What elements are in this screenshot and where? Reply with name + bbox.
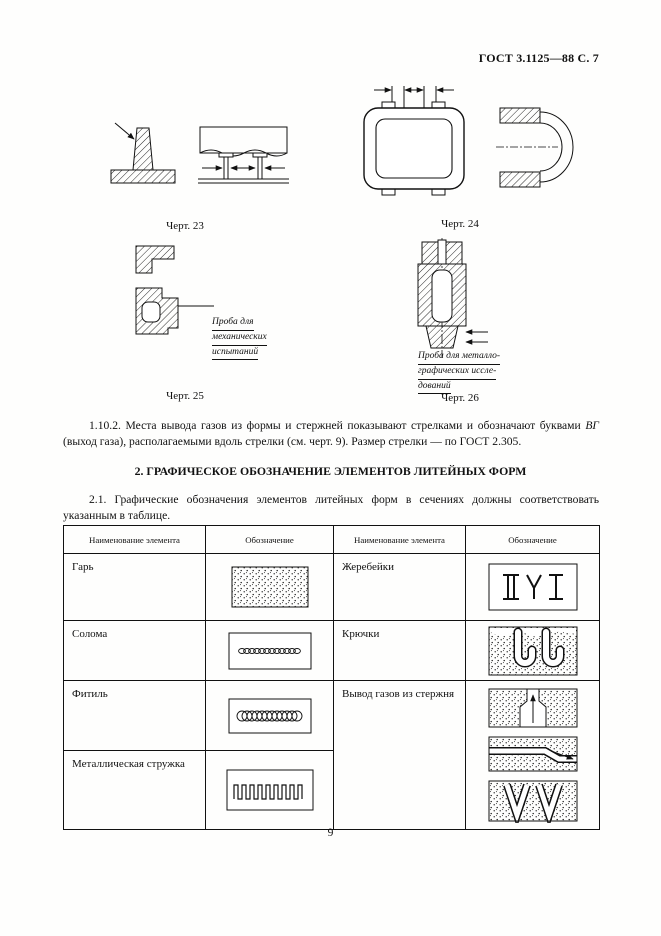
col-header-name-left: Наименование элемента (64, 526, 206, 554)
p1102-lead: 1.10.2. Места вывода газов из формы и стержней показывают стрелками и обозначают буквами (89, 419, 586, 432)
symbol-cell (206, 681, 334, 751)
p1102-term: ВГ (585, 419, 599, 432)
kryuchki-symbol (488, 626, 578, 676)
struzhka-symbol (226, 769, 314, 811)
fig25-caption: Черт. 25 (166, 390, 204, 402)
fig23-drawing-left (103, 118, 183, 188)
element-name-fitil: Фитиль (64, 681, 206, 751)
section-2-title: 2. ГРАФИЧЕСКОЕ ОБОЗНАЧЕНИЕ ЭЛЕМЕНТОВ ЛИТЕЙНЫХ ФОРМ (134, 464, 527, 478)
fig23-caption: Черт. 23 (166, 220, 204, 232)
col-header-name-right: Наименование элемента (334, 526, 466, 554)
symbol-cell (466, 621, 600, 681)
element-name-zherebeyki: Жеребейки (334, 554, 466, 621)
fig24-drawing-frame (352, 80, 477, 205)
page-header: ГОСТ 3.1125—88 С. 7 (478, 51, 599, 65)
table-row (64, 554, 600, 621)
col-header-symbol-right: Обозначение (466, 526, 600, 554)
symbol-cell (206, 554, 334, 621)
p1102-rest: (выход газа), располагаемыми вдоль стрелки (см. черт. 9). Размер стрелки — по ГОСТ 2.305. (63, 434, 522, 448)
vyvod-gazov-symbol-top (487, 687, 579, 729)
table-row (64, 681, 600, 751)
element-name-vyvod-gazov: Вывод газов из стержня (334, 681, 466, 830)
gar-symbol (231, 566, 309, 608)
symbol-cell (466, 681, 600, 830)
fig25-drawing (122, 240, 217, 355)
symbol-cell (466, 554, 600, 621)
fig24-caption: Черт. 24 (441, 218, 479, 230)
fig26-drawing (392, 236, 492, 366)
element-name-gar: Гарь (64, 554, 206, 621)
paragraph-1-10-2 (63, 418, 599, 449)
symbol-cell (206, 621, 334, 681)
fig23-drawing-right (196, 123, 291, 189)
fig25-label: Проба для механических испытаний (212, 316, 267, 360)
page-number: 9 (327, 827, 334, 839)
col-header-symbol-left: Обозначение (206, 526, 334, 554)
soloma-symbol (228, 632, 312, 670)
zherebeyki-symbol (488, 563, 578, 611)
paragraph-2-1: 2.1. Графические обозначения элементов литейных форм в сечениях должны соответствовать указанным в таблице. (63, 493, 599, 522)
element-name-struzhka: Металлическая стружка (64, 751, 206, 830)
table-header-row (64, 526, 600, 554)
fig26-label: Проба для металло- графических иссле- дований (418, 350, 500, 394)
vyvod-gazov-symbol-bottom (487, 779, 579, 823)
symbol-cell (206, 751, 334, 830)
table-row (64, 621, 600, 681)
fig26-caption: Черт. 26 (441, 392, 479, 404)
figures-area (0, 68, 661, 420)
elements-table (63, 525, 600, 830)
element-name-kryuchki: Крючки (334, 621, 466, 681)
fitil-symbol (228, 698, 312, 734)
element-name-soloma: Солома (64, 621, 206, 681)
vyvod-gazov-symbol-middle (487, 735, 579, 773)
fig24-drawing-flange (492, 100, 562, 195)
